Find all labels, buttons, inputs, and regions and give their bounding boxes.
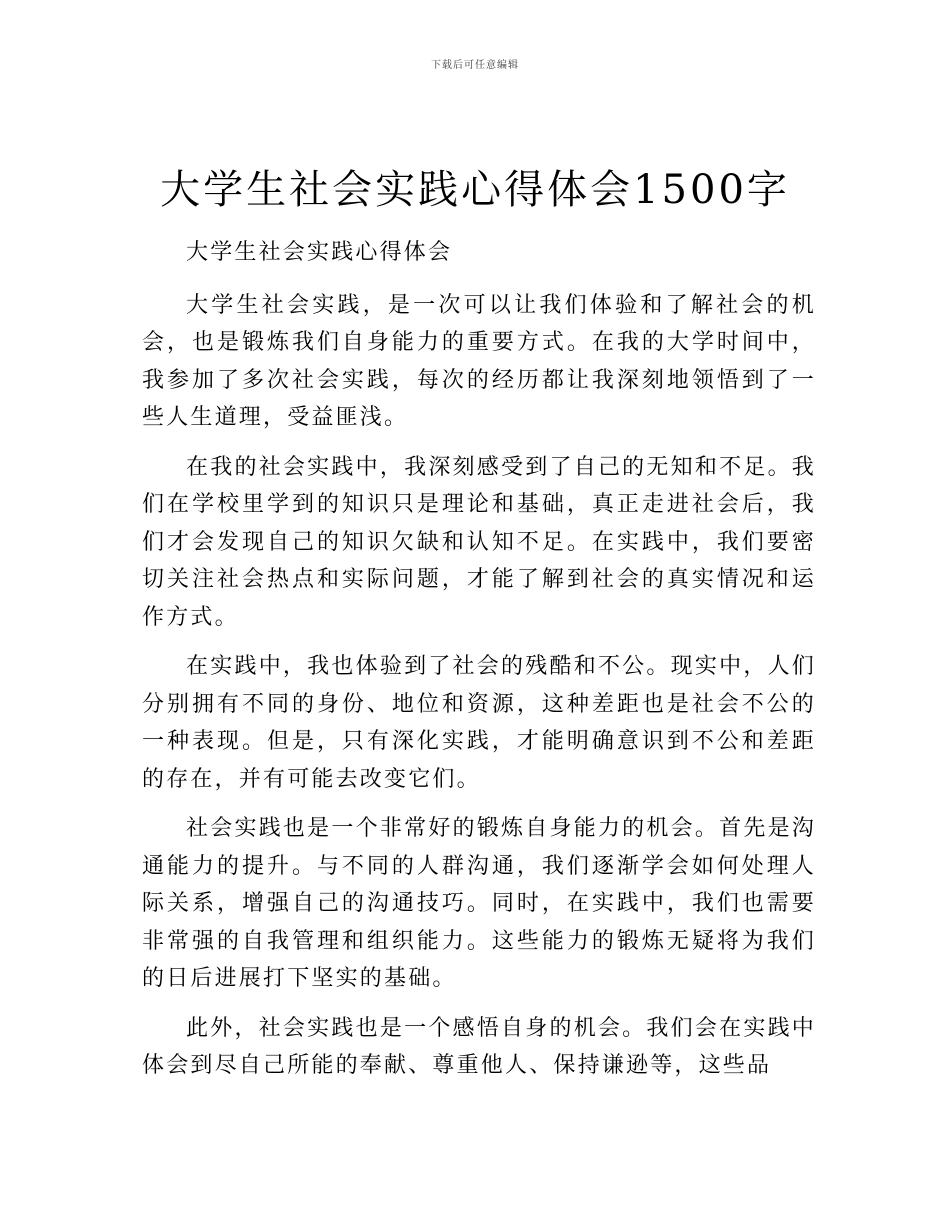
header-note: 下载后可任意编辑 — [431, 60, 519, 71]
paragraph: 大学生社会实践，是一次可以让我们体验和了解社会的机会，也是锻炼我们自身能力的重要方式。在我的大学时间中，我参加了多次社会实践，每次的经历都让我深刻地领悟到了一些人生道理，受益匪浅。 — [142, 292, 816, 430]
paragraph: 在实践中，我也体验到了社会的残酷和不公。现实中，人们分别拥有不同的身份、地位和资源，这种差距也是社会不公的一种表现。但是，只有深化实践，才能明确意识到不公和差距的存在，并有可能去改变它们。 — [142, 654, 816, 792]
paragraph: 此外，社会实践也是一个感悟自身的机会。我们会在实践中体会到尽自己所能的奉献、尊重他人、保持谦逊等，这些品 — [142, 1015, 816, 1078]
document-title: 大学生社会实践心得体会1500字 — [160, 167, 790, 213]
paragraph: 在我的社会实践中，我深刻感受到了自己的无知和不足。我们在学校里学到的知识只是理论和基础，真正走进社会后，我们才会发现自己的知识欠缺和认知不足。在实践中，我们要密切关注社会热点和实际问题，才能了解到社会的真实情况和运作方式。 — [142, 454, 816, 630]
document-subtitle: 大学生社会实践心得体会 — [186, 240, 453, 265]
document-body — [142, 234, 816, 1097]
paragraph: 社会实践也是一个非常好的锻炼自身能力的机会。首先是沟通能力的提升。与不同的人群沟通，我们逐渐学会如何处理人际关系，增强自己的沟通技巧。同时，在实践中，我们也需要非常强的自我管理和组织能力。这些能力的锻炼无疑将为我们的日后进展打下坚实的基础。 — [142, 816, 816, 991]
